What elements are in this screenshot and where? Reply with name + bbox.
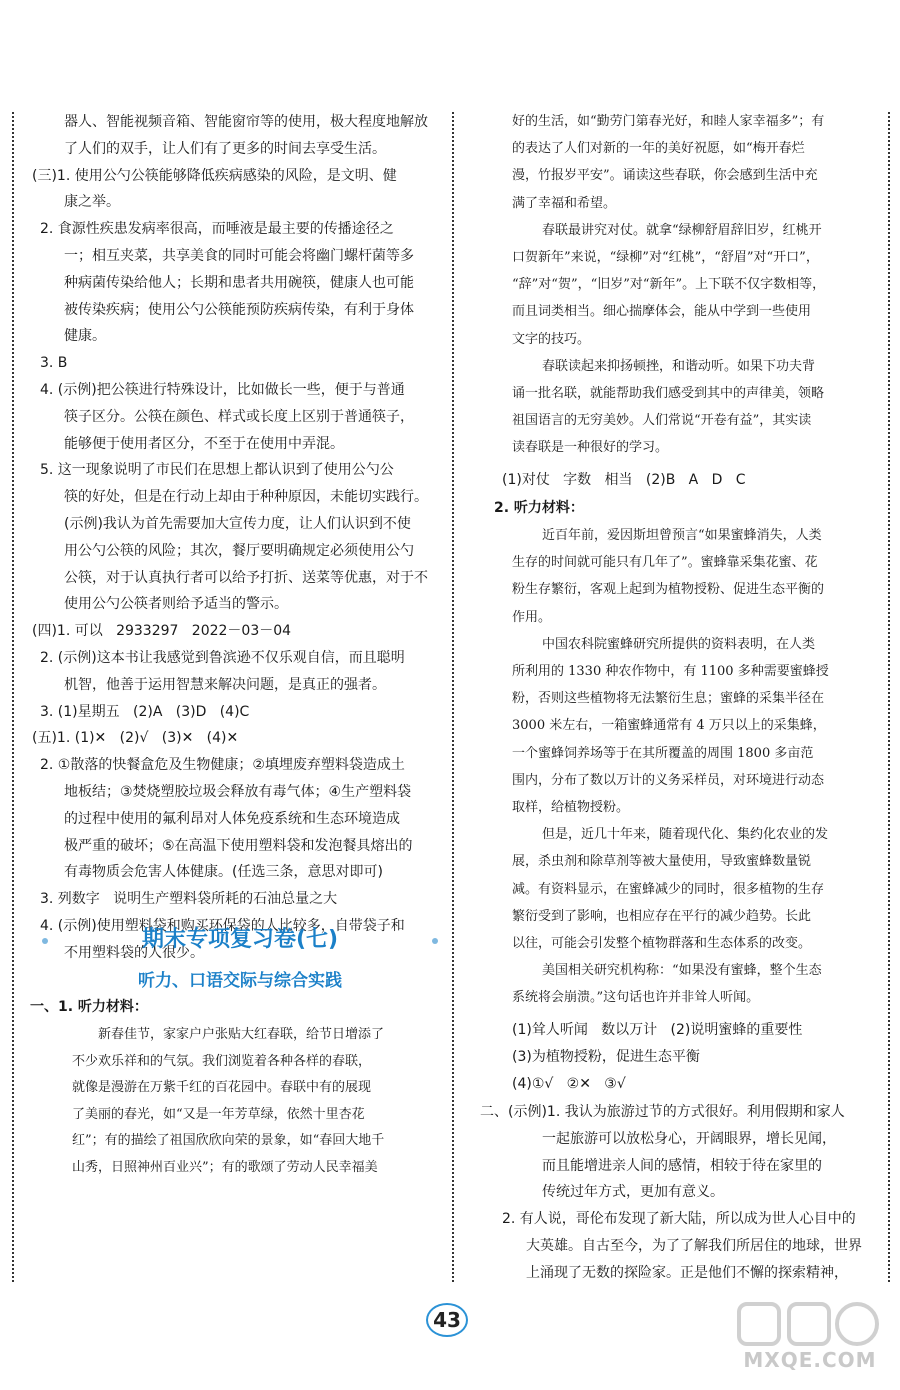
listening-line: “辞”对“贺”，“旧岁”对“新年”。上下联不仅字数相等， xyxy=(512,277,826,293)
answer-line: 2. (示例)这本书让我感觉到鲁滨逊不仅乐观自信，而且聪明 xyxy=(40,650,405,666)
listening-line: 不少欢乐祥和的气氛。我们浏览着各种各样的春联， xyxy=(72,1053,372,1069)
bee-line: 所利用的 1330 种农作物中，有 1100 多种需要蜜蜂授 xyxy=(512,664,829,679)
answer-line: 5. 这一现象说明了市民们在思想上都认识到了使用公勺公 xyxy=(40,462,394,479)
answer-line: 4. (示例)使用塑料袋和购买环保袋的人比较多，自带袋子和 xyxy=(40,918,405,934)
answer-line: 筷的好处，但是在行动上却由于种种原因，未能切实践行。 xyxy=(64,489,428,506)
listening-line: 好的生活，如“勤劳门第春光好，和睦人家幸福多”；有 xyxy=(512,114,825,129)
answer-line: (示例)我认为首先需要加大宣传力度，让人们认识到不使 xyxy=(64,516,411,532)
answer-line: (三)1. 使用公勺公筷能够降低疾病感染的风险，是文明、健 xyxy=(32,167,397,184)
answer-line: 极严重的破坏；⑤在高温下使用塑料袋和发泡餐具熔出的 xyxy=(64,837,413,854)
answer-line: 器人、智能视频音箱、智能窗帘等的使用，极大程度地解放 xyxy=(64,114,428,130)
listening-line: 的表达了人们对新的一年的美好祝愿，如“梅开春烂 xyxy=(512,141,805,157)
listening-line: 了美丽的春光，如“又是一年芳草绿，依然十里杏花 xyxy=(72,1106,365,1122)
q1-label: 一、1. 听力材料： xyxy=(30,999,148,1015)
answer-line: 用公勺公筷的风险；其次，餐厅要明确规定必须使用公勺 xyxy=(64,542,414,559)
answer-line: 3. B xyxy=(40,355,68,372)
listening-line: 就像是漫游在万紫千红的百花园中。春联中有的展现 xyxy=(72,1080,372,1096)
answer-line: 康之举。 xyxy=(64,194,120,211)
listening-line: 春联最讲究对仗。就拿“绿柳舒眉辞旧岁，红桃开 xyxy=(542,222,822,238)
listening-line: 漫，竹报岁平安”。诵读这些春联，你会感到生活中充 xyxy=(512,168,818,184)
answer-line: 公筷，对于认真执行者可以给予打折、送菜等优惠，对于不 xyxy=(64,569,428,586)
bee-line: 一个蜜蜂饲养场等于在其所覆盖的周围 1800 多亩范 xyxy=(512,745,814,761)
answer-line: 筷子区分。公筷在颜色、样式或长度上区别于普通筷子， xyxy=(64,408,414,425)
bee-line: 生存的时间就可能只有几年了”。蜜蜂靠采集花蜜、花 xyxy=(512,555,818,571)
listening-line: 读春联是一种很好的学习。 xyxy=(512,440,669,456)
bee-line: 近百年前，爱因斯坦曾预言“如果蜜蜂消失，人类 xyxy=(542,528,822,543)
answer-line: 机智，他善于运用智慧来解决问题，是真正的强者。 xyxy=(64,676,386,693)
section-title: 期末专项复习卷(七) xyxy=(141,927,339,952)
listening-line: 口贺新年”来说，“绿柳”对“红桃”，“舒眉”对“开口”， xyxy=(512,250,819,265)
answer-line: 的过程中使用的氟利昂对人体免疫系统和生态环境造成 xyxy=(64,810,400,827)
part-2-line: 传统过年方式，更加有意义。 xyxy=(542,1184,724,1201)
part-2-line: 大英雄。自古至今，为了了解我们所居住的地球，世界 xyxy=(526,1238,862,1254)
answer-2-line: (3)为植物授粉，促进生态平衡 xyxy=(512,1049,700,1065)
answer-line: 一；相互夹菜，共享美食的同时可能会将幽门螺杆菌等多 xyxy=(64,248,414,264)
section-subtitle: 听力、口语交际与综合实践 xyxy=(138,971,342,991)
bee-line: 3000 米左右，一箱蜜蜂通常有 4 万只以上的采集蜂， xyxy=(512,718,826,734)
bee-line: 展，杀虫剂和除草剂等被大量使用，导致蜜蜂数量锐 xyxy=(512,854,812,870)
part-2-line: 2. 有人说，哥伦布发现了新大陆，所以成为世人心目中的 xyxy=(502,1211,856,1228)
answer-line: 2. 食源性疾患发病率很高，而唾液是最主要的传播途径之 xyxy=(40,221,394,238)
watermark-logo xyxy=(735,1300,885,1370)
bee-line: 繁衍受到了影响，也相应存在平行的减少趋势。长此 xyxy=(512,908,812,924)
q2-label: 2. 听力材料： xyxy=(494,500,584,516)
bee-line: 粉，否则这些植物将无法繁衍生息；蜜蜂的采集半径在 xyxy=(512,691,825,707)
part-2-line: 而且能增进亲人间的感情，相较于待在家里的 xyxy=(542,1157,822,1174)
answer-line: 使用公勺公筷者则给予适当的警示。 xyxy=(64,596,288,613)
bee-line: 美国相关研究机构称：“如果没有蜜蜂，整个生态 xyxy=(542,963,822,979)
answer-line: 被传染疾病；使用公勺公筷能预防疾病传染，有利于身体 xyxy=(64,301,414,318)
answer-line: 地板结；③焚烧塑胶垃圾会释放有毒气体；④生产塑料袋 xyxy=(64,784,412,800)
listening-line: 红”；有的描绘了祖国欣欣向荣的景象，如“春回大地千 xyxy=(72,1133,385,1149)
answer-line: 种病菌传染给他人；长期和患者共用碗筷，健康人也可能 xyxy=(64,274,414,291)
page-number: 43 xyxy=(426,1303,468,1337)
answer-line: 健康。 xyxy=(64,328,106,345)
bee-line: 围内，分布了数以万计的义务采样员，对环境进行动态 xyxy=(512,772,825,788)
bee-line: 但是，近几十年来，随着现代化、集约化农业的发 xyxy=(542,827,829,843)
bee-line: 以往，可能会引发整个植物群落和生态体系的改变。 xyxy=(512,936,812,951)
answer-1: (1)对仗 字数 相当 (2)B A D C xyxy=(502,472,746,488)
answer-line: 有毒物质会危害人体健康。(任选三条，意思对即可) xyxy=(64,864,383,881)
bee-line: 取样，给植物授粉。 xyxy=(512,800,630,815)
answer-line: 3. (1)星期五 (2)A (3)D (4)C xyxy=(40,703,250,720)
answer-2-line: (4)①√ ②✕ ③√ xyxy=(512,1076,626,1092)
listening-line: 诵一批名联，就能帮助我们感受到其中的声律美，领略 xyxy=(512,386,825,401)
bee-line: 粉生存繁衍，客观上起到为植物授粉、促进生态平衡的 xyxy=(512,582,825,598)
listening-line: 满了幸福和希望。 xyxy=(512,195,617,211)
part-2-line: 二、(示例)1. 我认为旅游过节的方式很好。利用假期和家人 xyxy=(480,1104,845,1120)
listening-line: 而且词类相当。细心揣摩体会，能从中学到一些使用 xyxy=(512,304,812,320)
bee-line: 作用。 xyxy=(512,609,552,625)
answer-line: 4. (示例)把公筷进行特殊设计，比如做长一些，便于与普通 xyxy=(40,382,405,398)
listening-line: 新春佳节，家家户户张贴大红春联，给节日增添了 xyxy=(98,1027,385,1042)
listening-line: 春联读起来抑扬顿挫，和谐动听。如果下功夫背 xyxy=(542,358,816,374)
listening-line: 山秀，日照神州百业兴”；有的歌颂了劳动人民幸福美 xyxy=(72,1160,378,1175)
watermark-icon xyxy=(735,1300,885,1350)
answer-line: 了人们的双手，让人们有了更多的时间去享受生活。 xyxy=(64,140,386,157)
answer-line: 2. ①散落的快餐盒危及生物健康；②填埋废弃塑料袋造成土 xyxy=(40,757,405,774)
watermark-text: MXQE.COM xyxy=(743,1348,877,1372)
part-2-line: 一起旅游可以放松身心，开阔眼界，增长见闻， xyxy=(542,1130,836,1147)
answer-line: 能够便于使用者区分，不至于在使用中弄混。 xyxy=(64,435,344,452)
center-dotted-divider xyxy=(452,112,454,1282)
part-2-line: 上涌现了无数的探险家。正是他们不懈的探索精神， xyxy=(526,1264,848,1281)
bee-line: 中国农科院蜜蜂研究所提供的资料表明，在人类 xyxy=(542,636,816,652)
answer-line: (五)1. (1)✕ (2)√ (3)✕ (4)✕ xyxy=(32,730,239,747)
listening-line: 祖国语言的无穷美妙。人们常说“开卷有益”，其实读 xyxy=(512,413,812,429)
left-dotted-border xyxy=(12,112,14,1282)
bee-line: 系统将会崩溃。”这句话也许并非耸人听闻。 xyxy=(512,990,760,1006)
answer-line: 3. 列数字 说明生产塑料袋所耗的石油总量之大 xyxy=(40,891,338,908)
title-ornament-right xyxy=(432,938,438,944)
answer-2-line: (1)耸人听闻 数以万计 (2)说明蜜蜂的重要性 xyxy=(512,1022,803,1038)
answer-line: 不用塑料袋的人很少。 xyxy=(64,944,204,961)
bee-line: 减。有资料显示，在蜜蜂减少的同时，很多植物的生存 xyxy=(512,881,825,897)
listening-line: 文字的技巧。 xyxy=(512,331,591,347)
right-dotted-border xyxy=(888,112,890,1282)
answer-line: (四)1. 可以 2933297 2022－03－04 xyxy=(32,623,292,640)
